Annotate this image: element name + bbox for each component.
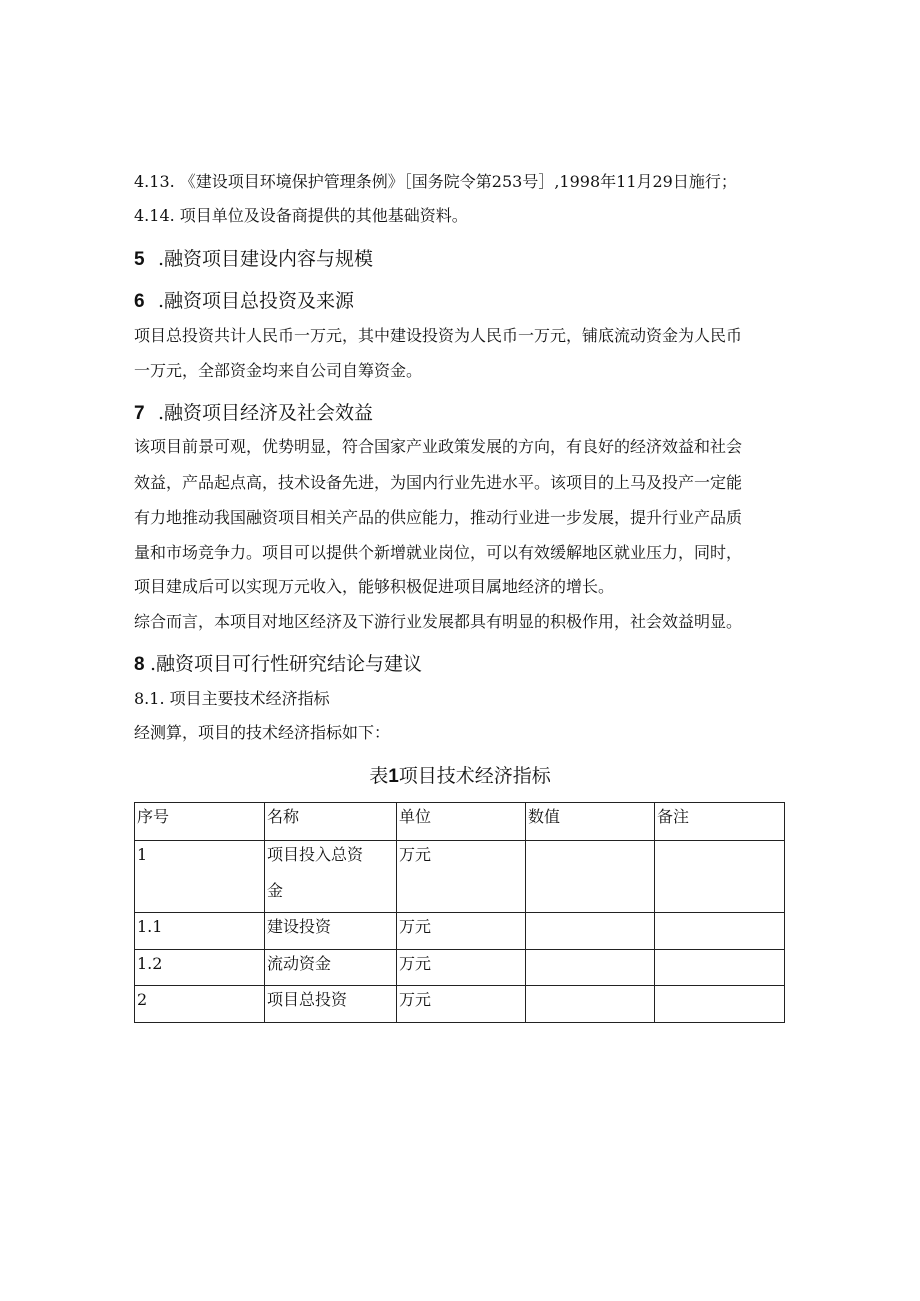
row-no: 2 — [135, 986, 265, 1023]
indicator-table — [134, 802, 785, 1023]
paragraph-7-line-1: 该项目前景可观，优势明显，符合国家产业政策发展的方向，有良好的经济效益和社会 — [134, 437, 743, 456]
paragraph-6-line-2: 一万元，全部资金均来自公司自筹资金。 — [134, 361, 423, 380]
section-8-title: .融资项目可行性研究结论与建议 — [150, 653, 423, 675]
row-note — [655, 950, 785, 986]
row-unit: 万元 — [397, 950, 526, 986]
paragraph-7-line-5: 项目建成后可以实现万元收入，能够积极促进项目属地经济的增长。 — [134, 577, 615, 596]
header-note: 备注 — [655, 803, 785, 841]
table-row — [135, 913, 785, 950]
paragraph-7-line-2: 效益，产品起点高，技术设备先进，为国内行业先进水平。该项目的上马及投产一定能 — [134, 473, 743, 492]
paragraph-7-line-4: 量和市场竞争力。项目可以提供个新增就业岗位，可以有效缓解地区就业压力，同时， — [134, 543, 743, 562]
row-no: 1 — [135, 841, 265, 913]
row-note — [655, 913, 785, 950]
header-value: 数值 — [526, 803, 655, 841]
row-no: 1.1 — [135, 913, 265, 950]
table-caption-prefix: 表 — [369, 765, 389, 787]
section-6-number: 6 — [134, 291, 145, 312]
section-6-heading — [134, 289, 354, 314]
section-8-heading — [134, 652, 422, 677]
table-header-row — [135, 803, 785, 841]
table-caption-number: 1 — [388, 766, 399, 787]
subsection-8-1: 8.1. 项目主要技术经济指标 — [134, 689, 330, 708]
row-name: 流动资金 — [265, 950, 397, 986]
paragraph-7-line-6: 综合而言，本项目对地区经济及下游行业发展都具有明显的积极作用，社会效益明显。 — [134, 612, 743, 631]
row-value — [526, 986, 655, 1023]
paragraph-7-line-3: 有力地推动我国融资项目相关产品的供应能力，推动行业进一步发展，提升行业产品质 — [134, 508, 743, 527]
table-caption-title: 项目技术经济指标 — [398, 765, 551, 787]
table-row — [135, 950, 785, 986]
paragraph-6-line-1: 项目总投资共计人民币一万元，其中建设投资为人民币一万元，铺底流动资金为人民币 — [134, 326, 743, 345]
table-row — [135, 841, 785, 913]
paragraph-8-intro: 经测算，项目的技术经济指标如下： — [134, 723, 391, 742]
row-name: 建设投资 — [265, 913, 397, 950]
row-value — [526, 950, 655, 986]
row-unit: 万元 — [397, 986, 526, 1023]
row-note — [655, 841, 785, 913]
row-name: 项目总投资 — [265, 986, 397, 1023]
table-caption — [0, 764, 920, 789]
section-7-heading — [134, 401, 373, 426]
section-5-title: .融资项目建设内容与规模 — [158, 248, 374, 270]
table-row — [135, 986, 785, 1023]
header-unit: 单位 — [397, 803, 526, 841]
section-5-number: 5 — [134, 249, 145, 270]
row-value — [526, 841, 655, 913]
section-6-title: .融资项目总投资及来源 — [158, 290, 355, 312]
row-no: 1.2 — [135, 950, 265, 986]
row-name: 项目投入总资 金 — [265, 841, 397, 913]
row-unit: 万元 — [397, 913, 526, 950]
header-name: 名称 — [265, 803, 397, 841]
section-5-heading — [134, 247, 373, 272]
section-7-title: .融资项目经济及社会效益 — [158, 402, 374, 424]
row-unit: 万元 — [397, 841, 526, 913]
reference-4-14: 4.14. 项目单位及设备商提供的其他基础资料。 — [134, 206, 468, 225]
section-7-number: 7 — [134, 403, 145, 424]
row-note — [655, 986, 785, 1023]
section-8-number: 8 — [134, 654, 145, 675]
row-value — [526, 913, 655, 950]
header-no: 序号 — [135, 803, 265, 841]
reference-4-13: 4.13. 《建设项目环境保护管理条例》［国务院令第253号］,1998年11月29日施行； — [134, 172, 737, 191]
